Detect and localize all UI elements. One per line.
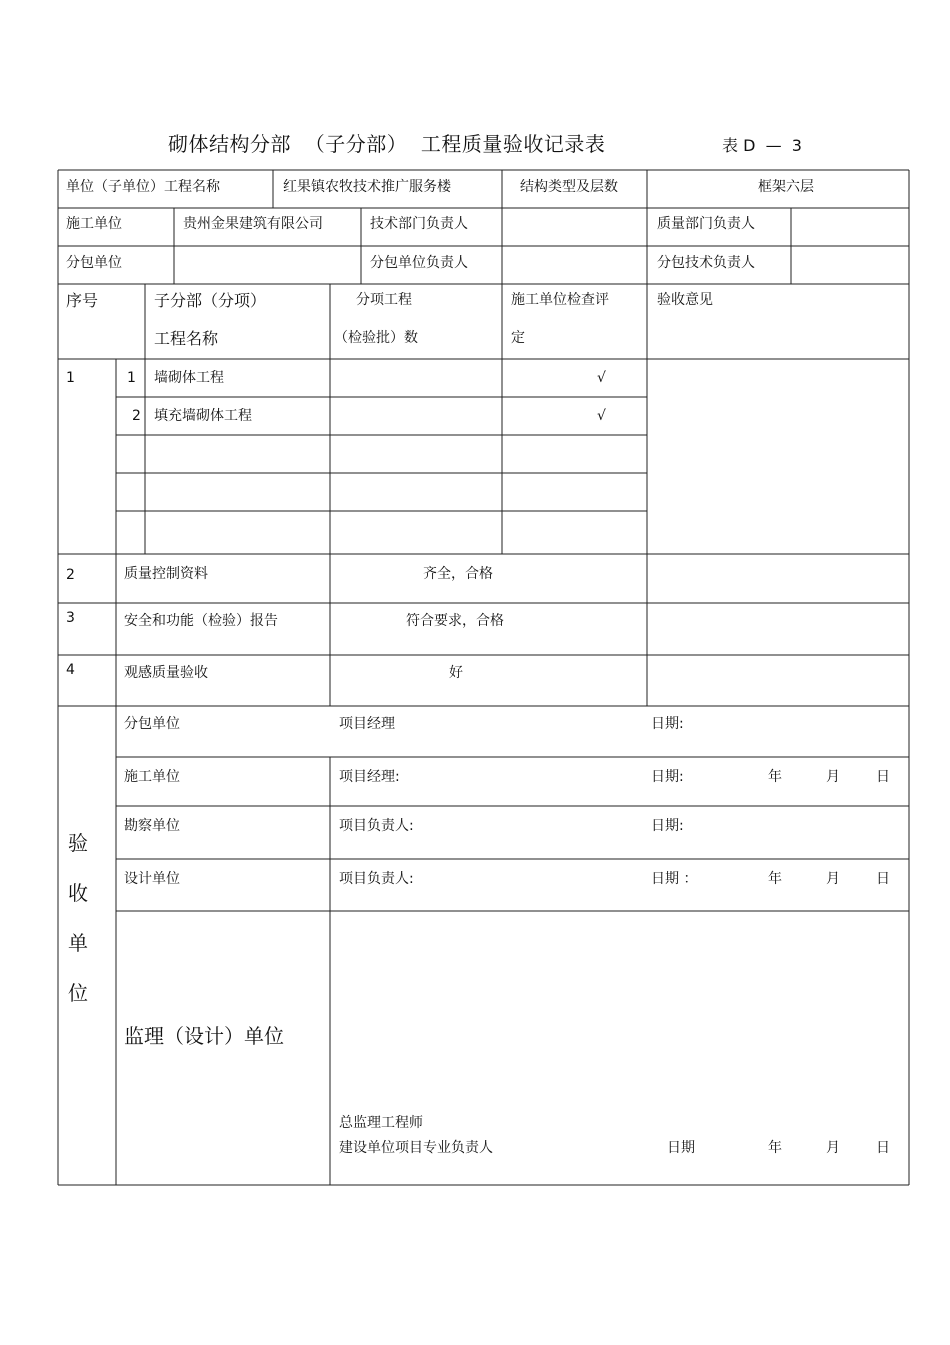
project-name-value: 红果镇农牧技术推广服务楼 — [283, 179, 451, 195]
acceptance-month: 月 — [826, 769, 840, 785]
col-header-opinion: 验收意见 — [657, 292, 713, 308]
structure-type-label: 结构类型及层数 — [520, 179, 618, 195]
col-header-count-2: （检验批）数 — [334, 330, 418, 346]
summary-no: 2 — [66, 567, 75, 583]
acceptance-date: 日期: — [651, 818, 684, 834]
summary-label: 观感质量验收 — [124, 665, 208, 681]
sub-tech-head-label: 分包技术负责人 — [657, 255, 755, 271]
acceptance-date: 日期 ： — [651, 871, 698, 887]
acceptance-unit: 勘察单位 — [124, 818, 180, 834]
acceptance-day: 日 — [876, 871, 890, 887]
col-header-eval-1: 施工单位检查评 — [511, 292, 609, 308]
acceptance-year: 年 — [768, 871, 782, 887]
summary-label: 安全和功能（检验）报告 — [124, 613, 278, 629]
acceptance-date: 日期: — [651, 769, 684, 785]
item-group-no: 1 — [66, 370, 75, 386]
subcontractor-label: 分包单位 — [66, 255, 122, 271]
acceptance-month: 月 — [826, 871, 840, 887]
acceptance-role: 项目负责人: — [339, 871, 414, 887]
summary-label: 质量控制资料 — [124, 566, 208, 582]
tech-head-label: 技术部门负责人 — [370, 216, 468, 232]
acceptance-day: 日 — [876, 769, 890, 785]
project-name-label: 单位（子单位）工程名称 — [66, 179, 220, 195]
quality-head-label: 质量部门负责人 — [657, 216, 755, 232]
summary-no: 3 — [66, 610, 75, 626]
owner-rep-label: 建设单位项目专业负责人 — [339, 1140, 493, 1156]
acceptance-role: 项目经理: — [339, 769, 400, 785]
item-row-no: 2 — [132, 408, 141, 424]
form-title: 砌体结构分部 （子分部） 工程质量验收记录表 — [168, 132, 606, 156]
acceptance-role: 项目经理 — [339, 716, 395, 732]
item-row-no: 1 — [127, 370, 136, 386]
item-row-name: 墙砌体工程 — [154, 370, 224, 386]
form-number: 表 D — 3 — [722, 136, 802, 155]
col-header-count-1: 分项工程 — [356, 292, 412, 308]
contractor-value: 贵州金果建筑有限公司 — [183, 216, 323, 232]
acceptance-unit: 设计单位 — [124, 871, 180, 887]
contractor-label: 施工单位 — [66, 216, 122, 232]
supervision-month: 月 — [826, 1140, 840, 1156]
acceptance-side-label: 验 收 单 位 — [68, 831, 88, 1005]
supervision-unit: 监理（设计）单位 — [124, 1024, 284, 1048]
supervision-year: 年 — [768, 1140, 782, 1156]
item-row-check: √ — [597, 370, 606, 386]
chief-supervisor-label: 总监理工程师 — [339, 1115, 423, 1131]
supervision-date: 日期 — [667, 1140, 695, 1156]
sub-head-label: 分包单位负责人 — [370, 255, 468, 271]
item-row-name: 填充墙砌体工程 — [154, 408, 252, 424]
acceptance-year: 年 — [768, 769, 782, 785]
acceptance-unit: 分包单位 — [124, 716, 180, 732]
col-header-name-1: 子分部（分项） — [154, 291, 267, 310]
acceptance-role: 项目负责人: — [339, 818, 414, 834]
supervision-day: 日 — [876, 1140, 890, 1156]
col-header-no: 序号 — [66, 291, 99, 310]
summary-value: 齐全，合格 — [423, 566, 493, 582]
summary-value: 好 — [449, 665, 463, 681]
acceptance-date: 日期: — [651, 716, 684, 732]
summary-value: 符合要求，合格 — [406, 613, 504, 629]
summary-no: 4 — [66, 662, 75, 678]
col-header-eval-2: 定 — [511, 330, 525, 346]
acceptance-unit: 施工单位 — [124, 769, 180, 785]
structure-type-value: 框架六层 — [758, 179, 814, 195]
item-row-check: √ — [597, 408, 606, 424]
col-header-name-2: 工程名称 — [154, 329, 219, 348]
